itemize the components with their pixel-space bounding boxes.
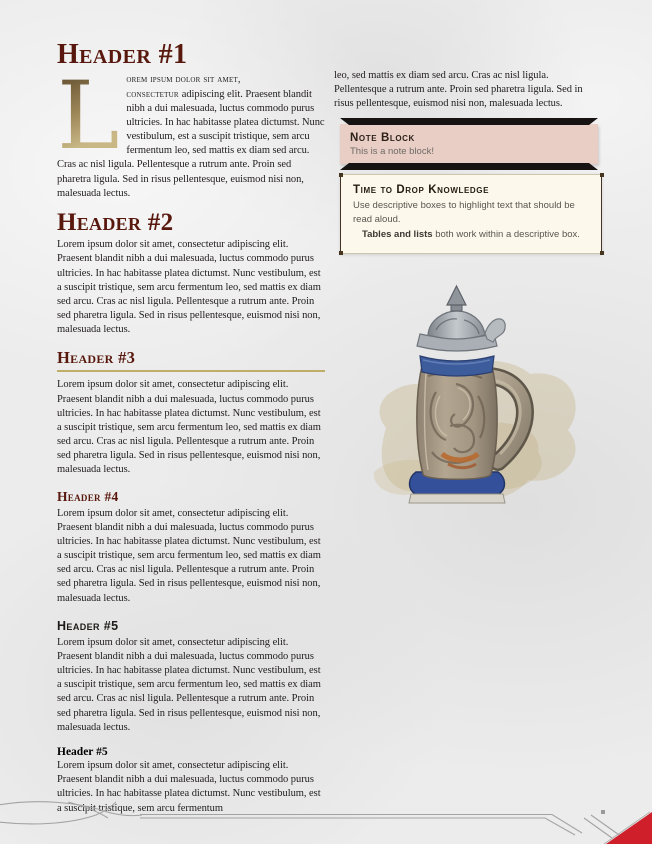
header-5-bold: Header #5	[57, 746, 108, 758]
dropcap-paragraph	[57, 62, 325, 201]
paragraph: Lorem ipsum dolor sit amet, consectetur adipiscing elit. Praesent blandit nibh a dui malesuada, luctus commodo purus ultricies. In hac habitasse platea dictumst. Nunc vestibulum, est a suscipit tristique, sem arcu fermentum leo, sed mattis ex diam sed arcu. Cras ac nisl ligula. Pellentesque a rutrum ante. Proin sed pharetra ligula. Sed in risus pellentesque, euismod nisi non, malesuada lectus.	[57, 379, 321, 476]
corner-dot-icon	[600, 251, 604, 255]
paragraph-text: adipiscing elit. Praesent blandit nibh a dui malesuada, luctus commodo purus ultricies. In hac habitasse platea dictumst. Nunc vestibulum, est a suscipit tristique, sem arcu fermentum leo, sed mattis ex diam sed arcu. Cras ac nisl ligula. Pellentesque a rutrum ante. Proin sed pharetra ligula. Sed in risus pellentesque, euismod nisi non, malesuada lectus.	[57, 88, 325, 199]
descriptive-box-line2	[353, 228, 589, 243]
header-3: Header #3	[57, 348, 325, 372]
descriptive-box-title: Time to Drop Knowledge	[353, 183, 490, 196]
corner-dot-icon	[339, 251, 343, 255]
bold-lead-in: Tables and lists	[362, 228, 433, 240]
drop-cap-letter: L	[57, 62, 120, 172]
note-block	[340, 124, 598, 164]
left-column	[57, 40, 325, 816]
header-4: Header #4	[57, 488, 119, 504]
paragraph: Lorem ipsum dolor sit amet, consectetur adipiscing elit. Praesent blandit nibh a dui malesuada, luctus commodo purus ultricies. In hac habitasse platea dictumst. Nunc vestibulum, est a suscipit tristique, sem arcu fermentum leo, sed mattis ex diam sed arcu. Cras ac nisl ligula. Pellentesque a rutrum ante. Proin sed pharetra ligula. Sed in risus pellentesque, euismod nisi non, malesuada lectus.	[57, 507, 321, 604]
descriptive-box	[340, 174, 602, 254]
note-block-title: Note Block	[350, 131, 415, 144]
descriptive-box-line1: Use descriptive boxes to highlight text that should be read aloud.	[353, 199, 575, 226]
right-column	[334, 40, 602, 816]
header-5: Header #5	[57, 618, 119, 633]
footer-flourish	[0, 800, 652, 844]
line2-rest: both work within a descriptive box.	[432, 228, 580, 240]
paragraph: Lorem ipsum dolor sit amet, consectetur adipiscing elit. Praesent blandit nibh a dui malesuada, luctus commodo purus ultricies. In hac habitasse platea dictumst. Nunc vestibulum, est a suscipit tristique, sem arcu fermentum leo, sed mattis ex diam sed arcu. Cras ac nisl ligula. Pellentesque a rutrum ante. Proin sed pharetra ligula. Sed in risus pellentesque, euismod nisi non, malesuada lectus.	[57, 636, 321, 733]
header-1: Header #1	[57, 39, 188, 70]
paragraph-truncated: Lorem ipsum dolor sit amet, consectetur adipiscing elit. Praesent blandit nibh a dui malesuada, luctus commodo purus ultricies. In hac habitasse platea dictumst. Nunc vestibulum, est a suscipit tristique, sem arcu fermentum	[57, 760, 321, 814]
corner-dot-icon	[600, 173, 604, 177]
note-bottom-border	[340, 163, 598, 170]
corner-dot-icon	[339, 173, 343, 177]
paragraph: Lorem ipsum dolor sit amet, consectetur adipiscing elit. Praesent blandit nibh a dui malesuada, luctus commodo purus ultricies. In hac habitasse platea dictumst. Nunc vestibulum, est a suscipit tristique, sem arcu fermentum leo, sed mattis ex diam sed arcu. Cras ac nisl ligula. Pellentesque a rutrum ante. Proin sed pharetra ligula. Sed in risus pellentesque, euismod nisi non, malesuada lectus.	[57, 239, 321, 336]
first-line-smallcaps: orem ipsum dolor sit amet, consectetur	[126, 74, 241, 100]
note-top-border	[340, 118, 598, 125]
note-block-body: This is a note block!	[350, 145, 434, 157]
beer-stein-illustration	[328, 276, 598, 518]
header-2: Header #2	[57, 208, 174, 236]
continuation-paragraph: leo, sed mattis ex diam sed arcu. Cras ac nisl ligula. Pellentesque a rutrum ante. Proin sed pharetra ligula. Sed in risus pellentesque, euismod nisi non, malesuada lectus.	[334, 70, 583, 110]
